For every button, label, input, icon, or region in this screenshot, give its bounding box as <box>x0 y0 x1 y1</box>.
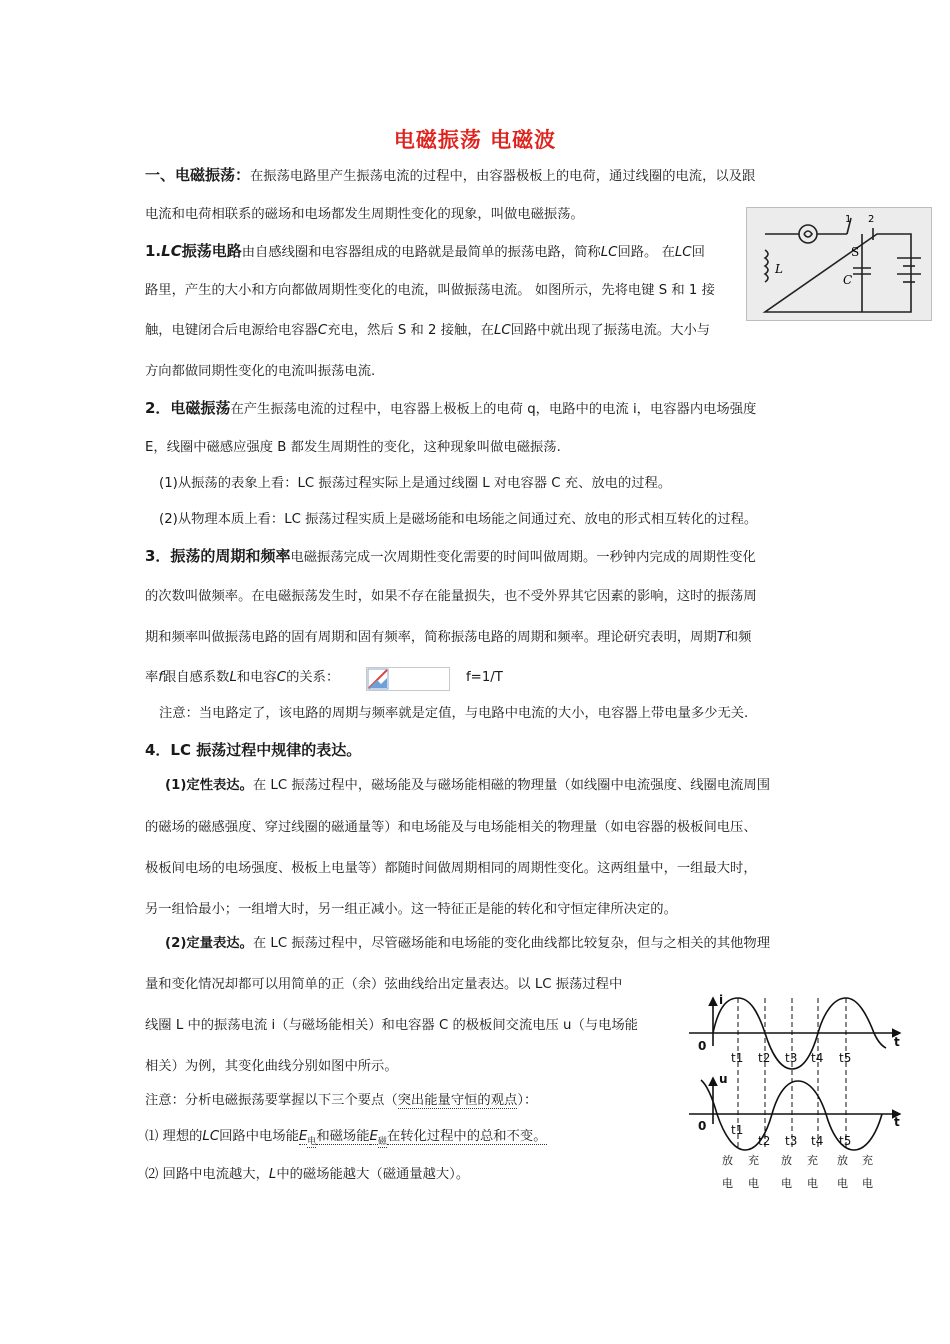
qual-heading: (1)定性表达。 <box>165 778 253 793</box>
phase-label: 放 <box>722 1154 733 1167</box>
lc-line3: 触，电键闭合后电源给电容器C充电，然后 S 和 2 接触，在LC回路中就出现了振荡电流。大小与 <box>145 323 711 338</box>
graph-tick-t1: t1 <box>731 1051 744 1065</box>
phase-label-2: 电 <box>748 1177 759 1190</box>
rules-quant-line1: (2)定量表达。在 LC 振荡过程中，尽管磁场能和电场能的变化曲线都比较复杂，但与之相关的其他物理 <box>165 936 771 951</box>
circuit-label-S: S <box>851 245 860 259</box>
period-line4: 率f跟自感系数L和电容C的关系： <box>145 670 340 685</box>
graph-tick-t3: t3 <box>785 1051 798 1065</box>
graph-tick-b2: t2 <box>758 1134 771 1148</box>
graph-label-i: i <box>719 993 724 1007</box>
circuit-label-C: C <box>843 273 853 287</box>
osc-heading: 2．电磁振荡 <box>145 399 231 417</box>
phase-label-2: 电 <box>862 1177 873 1190</box>
osc-point1: (1)从振荡的表象上看：LC 振荡过程实际上是通过线圈 L 对电容器 C 充、放电的过程。 <box>159 476 672 491</box>
phase-label: 充 <box>862 1154 873 1167</box>
circuit-svg <box>747 208 931 320</box>
osc-point2: (2)从物理本质上看：LC 振荡过程实质上是磁场能和电场能之间通过充、放电的形式相互转化的过程。 <box>159 512 758 527</box>
graph-origin-2: 0 <box>698 1119 707 1133</box>
rules-note: 注意：分析电磁振荡要掌握以下三个要点（突出能量守恒的观点）： <box>145 1093 538 1108</box>
phase-label-2: 电 <box>807 1177 818 1190</box>
period-line3: 期和频率叫做振荡电路的固有周期和固有频率，简称振荡电路的周期和频率。理论研究表明，周期T和频 <box>145 630 752 645</box>
circuit-label-1: 1 <box>845 214 852 225</box>
phase-label-2: 电 <box>781 1177 792 1190</box>
rules-quant-line2: 量和变化情况却都可以用简单的正（余）弦曲线给出定量表达。以 LC 振荡过程中 <box>145 977 623 992</box>
page-title: 电磁振荡 电磁波 <box>393 128 557 152</box>
phase-label: 放 <box>781 1154 792 1167</box>
period-line2: 的次数叫做频率。在电磁振荡发生时，如果不存在能量损失，也不受外界其它因素的影响，这时的振荡周 <box>145 589 757 604</box>
osc-line2: E，线圈中磁感应强度 B 都发生周期性的变化，这种现象叫做电磁振荡. <box>145 440 561 455</box>
osc-line1: 2．电磁振荡在产生振荡电流的过程中，电容器上极板上的电荷 q，电路中的电流 i，电容器内电场强度 <box>145 399 757 417</box>
period-line1: 3．振荡的周期和频率电磁振荡完成一次周期性变化需要的时间叫做周期。一秒钟内完成的周期性变化 <box>145 547 756 565</box>
period-note: 注意：当电路定了，该电路的周期与频率就是定值，与电路中电流的大小，电容器上带电量多少无关. <box>159 706 749 721</box>
quant-heading: (2)定量表达。 <box>165 936 253 951</box>
rules-quant-line3: 线圈 L 中的振荡电流 i（与磁场能相关）和电容器 C 的极板间交流电压 u（与电场能 <box>145 1018 638 1033</box>
section1-line1: 一、电磁振荡：在振荡电路里产生振荡电流的过程中，由容器极板上的电荷，通过线圈的电流，以及跟 <box>145 166 756 184</box>
rules-qual-line4: 另一组恰最小；一组增大时，另一组正减小。这一特征正是能的转化和守恒定律所决定的。 <box>145 902 677 917</box>
lc-line1: 1.LC振荡电路由自感线圈和电容器组成的电路就是最简单的振荡电路，简称LC回路。 在LC回 <box>145 242 705 260</box>
graph-tick-t2: t2 <box>758 1051 771 1065</box>
oscillation-waveform-figure <box>686 990 908 1190</box>
graph-tick-b5: t5 <box>839 1134 852 1148</box>
lc-heading: 1.LC振荡电路 <box>145 242 242 260</box>
rules-point2: ⑵ 回路中电流越大，L中的磁场能越大（磁通量越大）。 <box>145 1167 470 1182</box>
formula-text: f=1/T <box>466 670 503 685</box>
circuit-label-L: L <box>775 262 783 276</box>
waveform-svg <box>686 990 908 1190</box>
graph-tick-b4: t4 <box>811 1134 824 1148</box>
graph-tick-t5: t5 <box>839 1051 852 1065</box>
broken-image-icon <box>367 668 389 690</box>
phase-label: 充 <box>748 1154 759 1167</box>
period-heading: 3．振荡的周期和频率 <box>145 547 291 565</box>
phase-label-2: 电 <box>722 1177 733 1190</box>
circuit-label-2: 2 <box>868 214 875 225</box>
phase-label: 放 <box>837 1154 848 1167</box>
graph-tick-t4: t4 <box>811 1051 824 1065</box>
graph-origin-1: 0 <box>698 1039 707 1053</box>
rules-point1: ⑴ 理想的LC回路中电场能$E_电$和磁场能$E_磁$在转化过程中的总和不变。 <box>145 1129 547 1147</box>
lc-line4: 方向都做同期性变化的电流叫振荡电流. <box>145 364 376 379</box>
lc-line2: 路里，产生的大小和方向都做周期性变化的电流，叫做振荡电流。 如图所示，先将电键 S 和 1 接 <box>145 283 715 298</box>
formula-image-placeholder <box>366 667 450 691</box>
section1-line2: 电流和电荷相联系的磁场和电场都发生周期性变化的现象，叫做电磁振荡。 <box>145 207 584 222</box>
graph-label-t1axis: t <box>894 1035 900 1049</box>
rules-heading: 4．LC 振荡过程中规律的表达。 <box>145 741 362 759</box>
rules-qual-line2: 的磁场的磁感强度、穿过线圈的磁通量等）和电场能及与电场能相关的物理量（如电容器的极板间电压、 <box>145 820 757 835</box>
graph-tick-b1: t1 <box>731 1123 744 1137</box>
rules-qual-line1: (1)定性表达。在 LC 振荡过程中，磁场能及与磁场能相磁的物理量（如线圈中电流强度、线圈电流周围 <box>165 778 771 793</box>
graph-label-u: u <box>719 1072 728 1086</box>
rules-quant-line4: 相关）为例，其变化曲线分别如图中所示。 <box>145 1059 398 1074</box>
lc-circuit-diagram <box>746 207 932 321</box>
rules-qual-line3: 极板间电场的电场强度、极板上电量等）都随时间做周期相同的周期性变化。这两组量中，一组最大时， <box>145 861 757 876</box>
graph-label-t2axis: t <box>894 1115 900 1129</box>
graph-tick-b3: t3 <box>785 1134 798 1148</box>
phase-label-2: 电 <box>837 1177 848 1190</box>
section1-heading: 一、电磁振荡： <box>145 166 251 184</box>
phase-label: 充 <box>807 1154 818 1167</box>
